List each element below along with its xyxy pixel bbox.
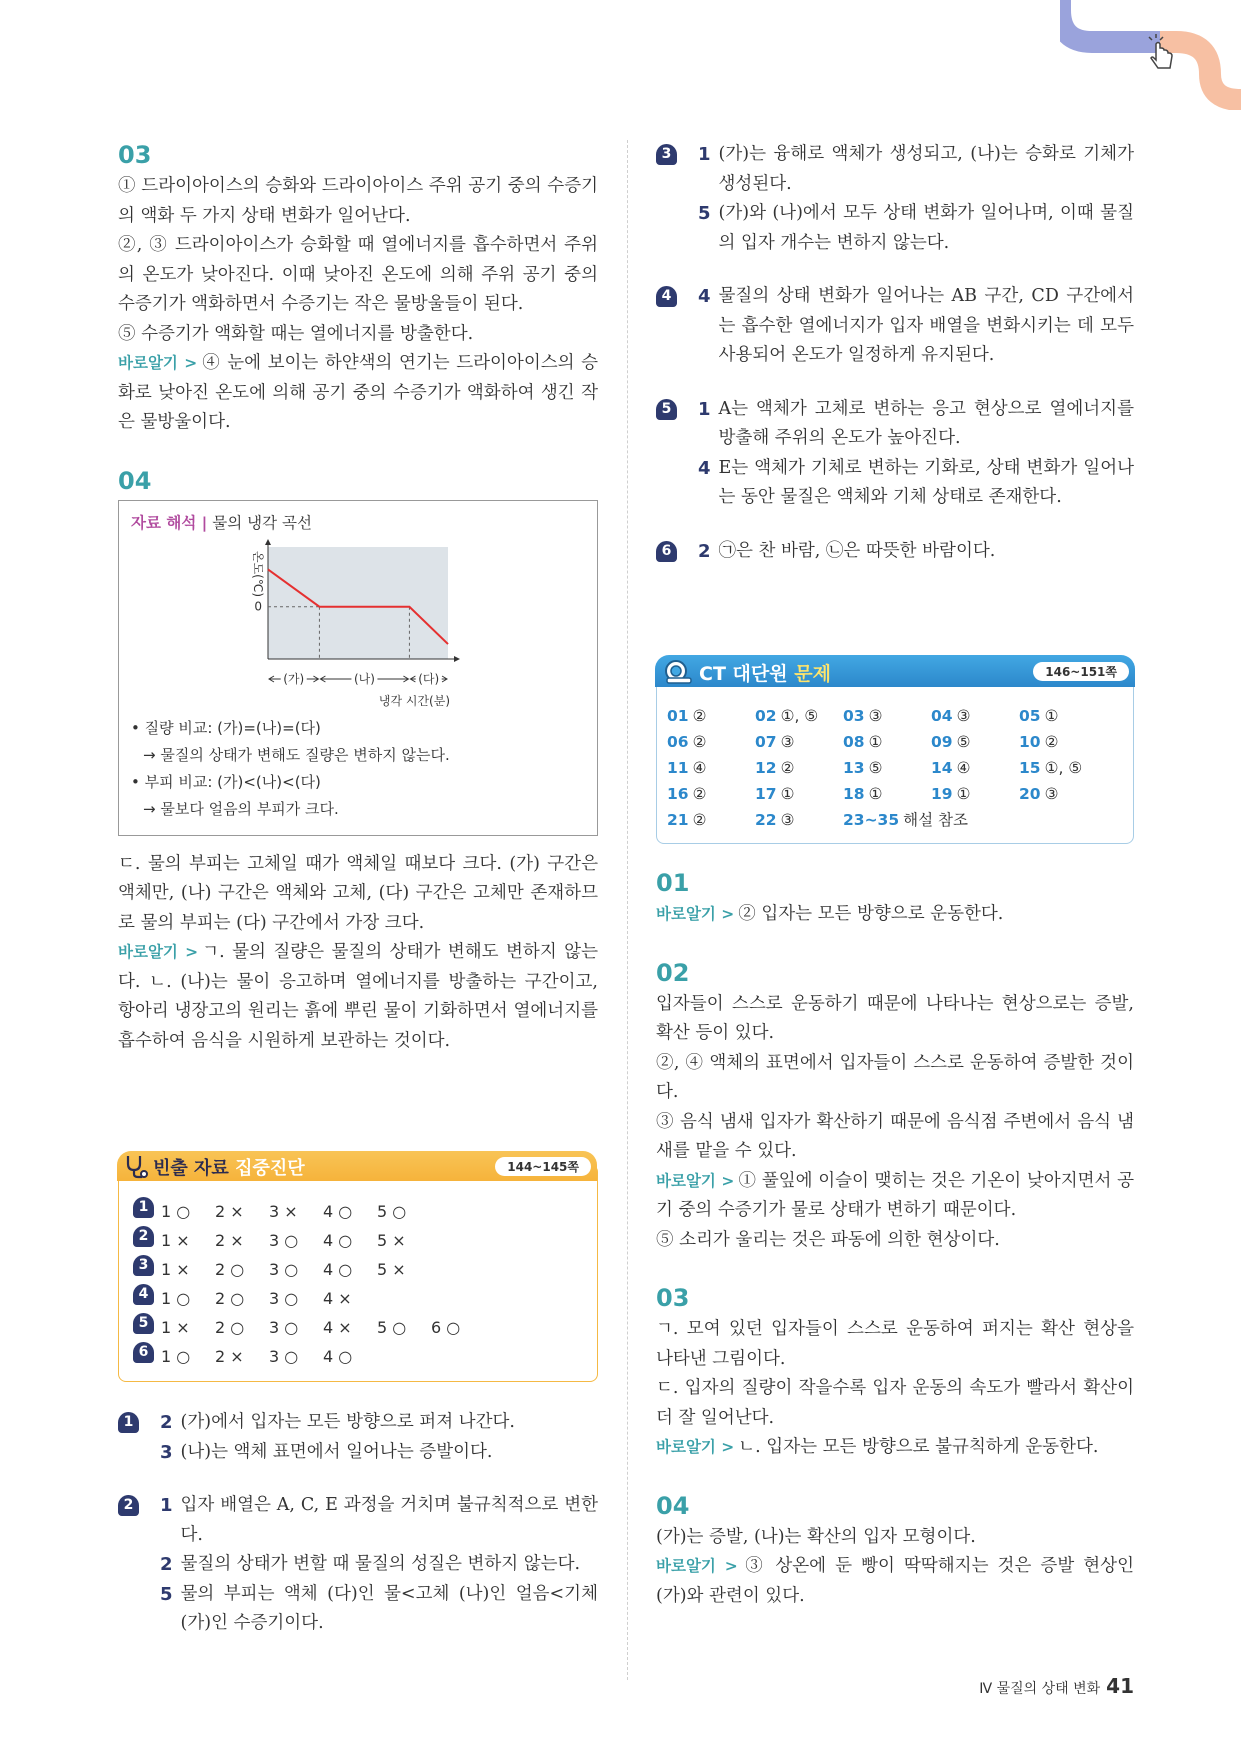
answer-item: 5 ○: [377, 1318, 407, 1337]
ct-answer-cell: [755, 729, 843, 755]
explanation-entry: [656, 395, 1134, 454]
answer-item: 3 ○: [269, 1318, 299, 1337]
ct-question-number: 12: [755, 759, 777, 777]
item-number: 4: [698, 286, 711, 307]
barun-text: ① 풀잎에 이슬이 맺히는 것은 기온이 낮아지면서 공기 중의 수증기가 물로 상태가 변하기 때문이다.: [656, 1170, 1134, 1220]
section-badge: 2: [118, 1495, 139, 1516]
question-number: 04: [656, 1491, 690, 1520]
explanation-line: ㄱ. 모여 있던 입자들이 스스로 운동하여 퍼지는 확산 현상을 나타낸 그림이다.: [656, 1319, 1134, 1369]
ct-answer-cell: [1019, 729, 1107, 755]
ct-box-header: [655, 655, 1135, 687]
explanation-entry: [656, 454, 1134, 513]
right-column: [656, 140, 1134, 1611]
explanation-line: ③ 음식 냄새 입자가 확산하기 때문에 음식점 주변에서 음식 냄새를 맡을 수 있다.: [656, 1111, 1134, 1161]
explanation-text: (가)에서 입자는 모든 방향으로 퍼져 나간다.: [180, 1412, 515, 1432]
ct-answer-value: ①, ⑤: [780, 707, 819, 725]
y-axis-label: 온도(℃): [251, 550, 265, 597]
ct-answer-cell: [931, 703, 1019, 729]
section-badge: 3: [133, 1255, 154, 1276]
ct-question-number: 13: [843, 759, 865, 777]
ct-answer-value: 해설 참조: [903, 811, 968, 829]
explanation-text: A는 액체가 고체로 변하는 응고 현상으로 열에너지를 방출해 주위의 온도가 높아진다.: [718, 398, 1134, 448]
explanation-line: ㄷ. 입자의 질량이 작을수록 입자 운동의 속도가 빨라서 확산이 더 잘 일어난다.: [656, 1378, 1134, 1428]
barun-label: 바로알기 >: [656, 1557, 738, 1575]
ct-answer-value: ①: [956, 785, 971, 803]
y-axis-arrow: [265, 539, 271, 545]
section-badge: 6: [656, 541, 677, 562]
answer-item: 3 ○: [269, 1260, 299, 1279]
question-number: 03: [656, 1284, 690, 1312]
ct-answer-cell: [755, 703, 843, 729]
answer-item: 5 ×: [377, 1260, 406, 1279]
page-range-badge: 144~145쪽: [495, 1157, 591, 1176]
question-number: 03: [118, 141, 152, 169]
question-02: [656, 958, 1134, 1256]
section-badge: 3: [656, 144, 677, 165]
answer-row: [133, 1197, 585, 1226]
ct-question-number: 03: [843, 707, 865, 725]
frequent-data-answer-box: [118, 1158, 598, 1382]
answer-explanations: [118, 1408, 598, 1639]
answer-row: [133, 1255, 585, 1284]
explanation-line: ⑤ 소리가 울리는 것은 파동에 의한 현상이다.: [656, 1229, 1000, 1250]
ct-answer-cell: [843, 755, 931, 781]
question-number: 04: [118, 466, 152, 495]
item-number: 2: [160, 1412, 173, 1433]
barun-algi: [118, 938, 598, 1056]
answer-item: 1 ×: [161, 1318, 190, 1337]
item-number: 1: [160, 1495, 173, 1516]
ct-question-number: 23~35: [843, 811, 900, 829]
explanation-text: 입자 배열은 A, C, E 과정을 거치며 불규칙적으로 변한다.: [180, 1495, 598, 1545]
ct-question-number: 06: [667, 733, 689, 751]
barun-text: ㄴ. 입자는 모든 방향으로 불규칙하게 운동한다.: [738, 1437, 1099, 1457]
ct-answer-cell: [843, 703, 931, 729]
barun-text: ② 입자는 모든 방향으로 운동한다.: [738, 904, 1004, 924]
answer-item: 4 ×: [323, 1289, 352, 1308]
ct-answer-cell: [667, 729, 755, 755]
ct-question-number: 10: [1019, 733, 1041, 751]
comparison-item: → 물질의 상태가 변해도 질량은 변하지 않는다.: [143, 745, 450, 764]
ct-answer-value: ②: [780, 759, 795, 777]
answer-rows: [133, 1197, 585, 1371]
answer-item: 4 ○: [323, 1202, 353, 1221]
cooling-curve-chart: [148, 539, 568, 709]
item-number: 5: [160, 1583, 173, 1605]
ct-question-number: 02: [755, 707, 777, 725]
explanation-line: ②, ④ 액체의 표면에서 입자들이 스스로 운동하여 증발한 것이다.: [656, 1052, 1134, 1102]
question-number: 01: [656, 869, 690, 897]
barun-text: ④ 눈에 보이는 하얀색의 연기는 드라이아이스의 승화로 낮아진 온도에 의해 공기 중의 수증기가 액화하여 생긴 작은 물방울이다.: [118, 353, 598, 432]
ct-answer-value: ①, ⑤: [1044, 759, 1083, 777]
ct-answer-cell: [931, 781, 1019, 807]
barun-text: ㄱ. 물의 질량은 물질의 상태가 변해도 변하지 않는다. ㄴ. (나)는 물이 응고하며 열에너지를 방출하는 구간이고, 항아리 냉장고의 원리는 흙에 뿌린 물이 기화하면서 열에너지를 흡수하여 음식을 시원하게 보관하는 것이다.: [118, 942, 598, 1051]
ct-answer-value: ③: [780, 733, 795, 751]
barun-text: ③ 상온에 둔 빵이 딱딱해지는 것은 증발 현상인 (가)와 관련이 있다.: [656, 1556, 1134, 1606]
ct-answer-cell: [755, 807, 843, 833]
ct-title-part: CT: [699, 663, 726, 685]
answer-item: 4 ×: [323, 1318, 352, 1337]
segment-label: (가): [283, 671, 305, 686]
explanation-entry: [118, 1491, 598, 1550]
section-badge: 5: [656, 399, 677, 420]
data-box-heading: [131, 511, 585, 533]
answer-item: 4 ○: [323, 1347, 353, 1366]
ct-answer-cell: [843, 781, 931, 807]
column-divider: [627, 140, 628, 1680]
page-range-badge: 146~151쪽: [1033, 662, 1129, 681]
ct-question-number: 15: [1019, 759, 1041, 777]
y-tick-label: 0: [254, 599, 262, 614]
ct-answer-cell: [1019, 703, 1107, 729]
explanation-entry: [656, 282, 1134, 371]
ct-question-number: 09: [931, 733, 953, 751]
barun-label: 바로알기 >: [656, 905, 735, 923]
explanation-entry: [656, 537, 1134, 567]
ct-question-number: 14: [931, 759, 953, 777]
barun-label: 바로알기 >: [118, 354, 198, 372]
ct-question-number: 05: [1019, 707, 1041, 725]
ct-answer-value: ①: [780, 785, 795, 803]
segment-label: (나): [353, 671, 375, 686]
stethoscope-icon: [123, 1153, 149, 1179]
answer-item: 1 ○: [161, 1289, 191, 1308]
ct-answer-value: ⑤: [868, 759, 883, 777]
section-badge: 5: [133, 1313, 154, 1334]
answer-item: 3 ×: [269, 1202, 298, 1221]
explanation-text: (가)와 (나)에서 모두 상태 변화가 일어나며, 이때 물질의 입자 개수는 변하지 않는다.: [718, 203, 1134, 253]
answer-row: [133, 1226, 585, 1255]
ct-answer-value: ③: [780, 811, 795, 829]
barun-algi: [656, 1167, 1134, 1226]
section-badge: 4: [133, 1284, 154, 1305]
question-01: [656, 868, 1134, 930]
barun-algi: [656, 900, 1134, 930]
ct-question-number: 01: [667, 707, 689, 725]
answer-item: 5 ×: [377, 1231, 406, 1250]
answer-row: [133, 1342, 585, 1371]
ct-answer-value: ②: [692, 811, 707, 829]
answer-row: [133, 1313, 585, 1342]
cooling-curve-svg: [148, 539, 568, 709]
ct-answer-cell: [667, 755, 755, 781]
question-number: 02: [656, 958, 690, 987]
ct-answer-cell: [755, 755, 843, 781]
x-axis-arrow: [454, 656, 460, 662]
ct-answer-cell: [667, 703, 755, 729]
ct-question-number: 16: [667, 785, 689, 803]
barun-label: 바로알기 >: [656, 1171, 735, 1190]
question-03: [656, 1283, 1134, 1463]
explanation-text: (나)는 액체 표면에서 일어나는 증발이다.: [180, 1441, 493, 1462]
ct-box-title: [699, 659, 831, 686]
answer-item: 3 ○: [269, 1347, 299, 1366]
barun-label: 바로알기 >: [656, 1438, 735, 1456]
ct-question-number: 18: [843, 785, 865, 803]
ct-answer-value: ③: [956, 707, 971, 725]
explanation-text: 물질의 상태가 변할 때 물질의 성질은 변하지 않는다.: [180, 1554, 581, 1574]
ct-question-number: 04: [931, 707, 953, 725]
section-badge: 6: [133, 1342, 154, 1363]
section-badge: 2: [133, 1226, 154, 1247]
explanation-text: E는 액체가 기체로 변하는 기화로, 상태 변화가 일어나는 동안 물질은 액체와 기체 상태로 존재한다.: [718, 457, 1134, 507]
item-number: 3: [160, 1441, 173, 1463]
explanation-entry: [656, 140, 1134, 199]
ct-answer-cell: [931, 755, 1019, 781]
ct-answer-value: ②: [692, 785, 707, 803]
ct-answer-cell: [1019, 755, 1107, 781]
ct-answer-value: ③: [1044, 785, 1059, 803]
item-number: 1: [698, 144, 711, 165]
segment-label: (다): [418, 671, 440, 686]
ct-answer-cell: [843, 729, 931, 755]
data-box-title: 물의 냉각 곡선: [212, 513, 312, 532]
ct-question-number: 19: [931, 785, 953, 803]
answer-item: 1 ○: [161, 1202, 191, 1221]
explanation-line: 입자들이 스스로 운동하기 때문에 나타나는 현상으로는 증발, 확산 등이 있다.: [656, 993, 1134, 1043]
ct-answer-value: ④: [956, 759, 971, 777]
explanation-entry: [656, 199, 1134, 258]
answer-item: 2 ×: [215, 1347, 244, 1366]
data-analysis-box: [118, 500, 598, 836]
ct-answer-value: ①: [1044, 707, 1059, 725]
explanation-line: ㄷ. 물의 부피는 고체일 때가 액체일 때보다 크다. (가) 구간은 액체만, (나) 구간은 액체와 고체, (다) 구간은 고체만 존재하므로 물의 부피는 (다) 구간에서 가장 크다.: [118, 853, 598, 933]
explanation-line: ① 드라이아이스의 승화와 드라이아이스 주위 공기 중의 수증기의 액화 두 가지 상태 변화가 일어난다.: [118, 176, 598, 226]
ct-answer-value: ②: [692, 707, 707, 725]
explanation-text: (가)는 융해로 액체가 생성되고, (나)는 승화로 기체가 생성된다.: [718, 144, 1134, 194]
answer-item: 1 ○: [161, 1347, 191, 1366]
ct-answer-value: ⑤: [956, 733, 971, 751]
item-number: 2: [698, 540, 711, 562]
explanation-text: ㉠은 찬 바람, ㉡은 따뜻한 바람이다.: [718, 540, 996, 561]
answer-explanations: [656, 140, 1134, 566]
left-column: [118, 140, 598, 1639]
ct-scanner-icon: [663, 658, 693, 684]
comparison-list: [131, 715, 585, 823]
answer-item: 4 ○: [323, 1231, 353, 1250]
section-badge: 4: [656, 286, 677, 307]
answer-item: 3 ○: [269, 1231, 299, 1250]
explanation-entry: [118, 1550, 598, 1580]
ct-title-part: 문제: [794, 663, 831, 685]
x-axis-label: 냉각 시간(분): [378, 693, 450, 708]
answer-box-title: [153, 1154, 305, 1180]
corner-decoration: [1060, 0, 1241, 110]
answer-item: 2 ○: [215, 1260, 245, 1279]
item-number: 4: [698, 457, 711, 479]
comparison-item: • 질량 비교: (가)=(나)=(다): [131, 718, 321, 737]
barun-algi: [656, 1433, 1134, 1463]
explanation-line: ⑤ 수증기가 액화할 때는 열에너지를 방출한다.: [118, 323, 474, 344]
answer-item: 6 ○: [431, 1318, 461, 1337]
ct-answer-value: ①: [868, 785, 883, 803]
item-number: 1: [698, 398, 711, 420]
question-04: [656, 1491, 1134, 1612]
ct-answer-value: ②: [692, 733, 707, 751]
explanation-text: 물의 부피는 액체 (다)인 물<고체 (나)인 얼음<기체 (가)인 수증기이다.: [180, 1583, 598, 1633]
item-number: 2: [160, 1554, 173, 1575]
ct-answer-cell: [843, 807, 1107, 833]
section-badge: 1: [118, 1412, 139, 1433]
ct-answer-value: ④: [692, 759, 707, 777]
ct-answer-value: ①: [868, 733, 883, 751]
answer-item: 1 ×: [161, 1260, 190, 1279]
answer-item: 2 ×: [215, 1202, 244, 1221]
answer-item: 4 ○: [323, 1260, 353, 1279]
explanation-line: ②, ③ 드라이아이스가 승화할 때 열에너지를 흡수하면서 주위의 온도가 낮아진다. 이때 낮아진 온도에 의해 주위 공기 중의 수증기가 액화하면서 수증기는 작은 물방울들이 된다.: [118, 235, 598, 314]
explanation-entry: [118, 1580, 598, 1639]
comparison-item: → 물보다 얼음의 부피가 크다.: [143, 799, 339, 818]
answer-box-header: [117, 1151, 597, 1181]
answer-row: [133, 1284, 585, 1313]
plot-area: [268, 547, 448, 659]
question-04: [118, 466, 598, 1057]
explanation-text: 물질의 상태 변화가 일어나는 AB 구간, CD 구간에서는 흡수한 열에너지가 입자 배열을 변화시키는 데 모두 사용되어 온도가 일정하게 유지된다.: [718, 286, 1134, 365]
answer-item: 2 ○: [215, 1289, 245, 1308]
barun-algi: [656, 1552, 1134, 1611]
question-03: [118, 140, 598, 438]
answer-item: 1 ×: [161, 1231, 190, 1250]
answer-item: 2 ×: [215, 1231, 244, 1250]
comparison-item: • 부피 비교: (가)<(나)<(다): [131, 772, 321, 791]
ct-answer-value: ③: [868, 707, 883, 725]
answer-item: 3 ○: [269, 1289, 299, 1308]
barun-label: 바로알기 >: [118, 943, 199, 961]
ct-answer-value: ②: [1044, 733, 1059, 751]
answer-item: 2 ○: [215, 1318, 245, 1337]
ct-answer-cell: [667, 781, 755, 807]
ct-question-number: 08: [843, 733, 865, 751]
ct-answer-cell: [755, 781, 843, 807]
page-number: 41: [1106, 1674, 1134, 1698]
barun-algi: [118, 349, 598, 438]
explanation-entry: [118, 1408, 598, 1438]
page-footer: [979, 1674, 1134, 1698]
explanation-entry: [118, 1438, 598, 1468]
ct-question-number: 07: [755, 733, 777, 751]
ct-question-number: 22: [755, 811, 777, 829]
explanation-line: (가)는 증발, (나)는 확산의 입자 모형이다.: [656, 1526, 976, 1547]
ct-answer-cell: [667, 807, 755, 833]
ct-unit-answer-box: [656, 663, 1134, 844]
item-number: 5: [698, 203, 711, 224]
answer-title-part: 집중진단: [235, 1158, 305, 1179]
answer-title-part: 빈출 자료: [153, 1158, 229, 1179]
ct-question-number: 17: [755, 785, 777, 803]
ct-question-number: 20: [1019, 785, 1041, 803]
ct-question-number: 11: [667, 759, 689, 777]
ct-title-part: 대단원: [732, 663, 788, 685]
data-box-tag: 자료 해석 |: [131, 513, 208, 532]
section-badge: 1: [133, 1197, 154, 1218]
answer-item: 5 ○: [377, 1202, 407, 1221]
ct-question-number: 21: [667, 811, 689, 829]
ct-answer-grid: [667, 703, 1123, 833]
chapter-title: Ⅳ 물질의 상태 변화: [979, 1681, 1101, 1697]
ct-answer-cell: [1019, 781, 1107, 807]
ct-answer-cell: [931, 729, 1019, 755]
